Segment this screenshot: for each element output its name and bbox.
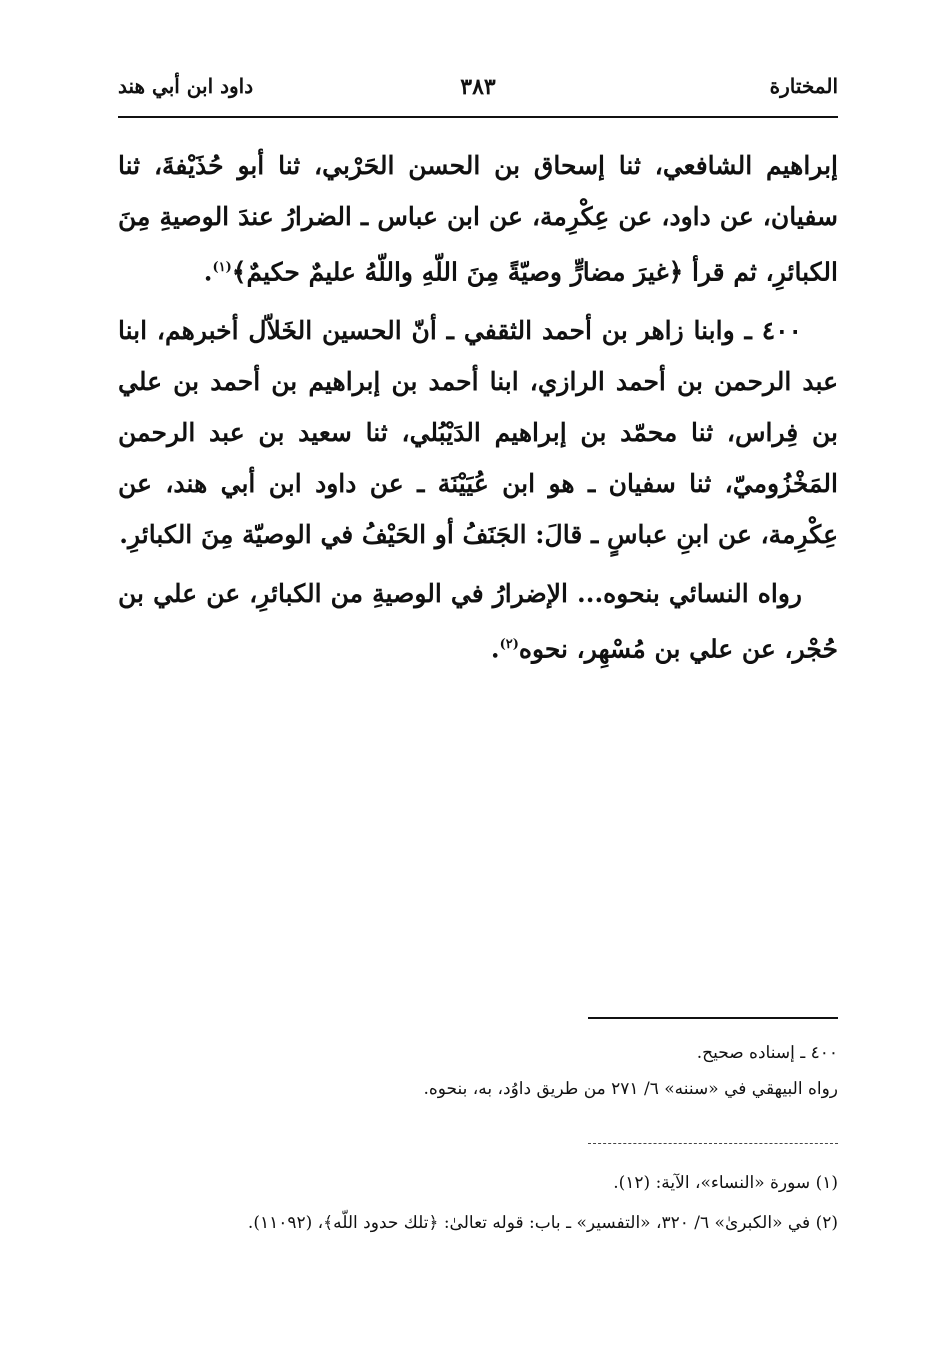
para2-line1: ٤٠٠ ـ وابنا زاهر بن أحمد الثقفي ـ أنّ الحسين الخَلاّل أخبرهم، ابنا	[118, 316, 802, 346]
footnote-1: (١) سورة «النساء»، الآية: (١٢).	[613, 1173, 838, 1193]
footnotes-rule	[588, 1143, 838, 1144]
para1-line1: إبراهيم الشافعي، ثنا إسحاق بن الحسن الحَرْبي، ثنا أبو حُذَيْفةَ، ثنا	[118, 151, 838, 180]
note-line-1: ٤٠٠ ـ إسناده صحيح.	[696, 1043, 838, 1063]
notes-rule	[588, 1017, 838, 1019]
para3-line1: رواه النسائي بنحوه... الإضرارُ في الوصيةِ من الكبائرِ، عن	[206, 579, 802, 609]
para2-line4: المَخْزُوميّ، ثنا سفيان ـ هو ابن عُيَيْنَة ـ عن داود ابن أبي هند، عن عِكْرِمة،	[118, 469, 838, 550]
header-rule	[118, 116, 838, 118]
paragraph-3: رواه النسائي بنحوه... الإضرارُ في الوصيةِ من الكبائرِ، عن علي بن حُجْر، عن علي بن مُسْهِر، نحوه$^{(٢)}$.	[118, 579, 838, 664]
paragraph-1: إبراهيم الشافعي، ثنا إسحاق بن الحسن الحَرْبي، ثنا أبو حُذَيْفةَ، ثنا سفيان، عن داود، عن عِكْرِمة، عن ابن عباس ـ الضرارُ عندَ الوصيةِ مِنَ الكبائرِ، ثم قرأ ﴿غيرَ مضارٍّ وصيّةً مِنَ اللّهِ واللّهُ عليمٌ حكيمٌ﴾$^{(١)}$.	[118, 151, 838, 287]
footnotes	[118, 1163, 838, 1243]
editor-notes	[118, 1035, 838, 1107]
para2-line2: عبد الرحمن بن أحمد الرازي، ابنا أحمد بن إبراهيم بن أحمد بن علي بن	[118, 367, 838, 448]
footnote-2: (٢) في «الكبرىٰ» ٦/ ٣٢٠، «التفسير» ـ باب: قوله تعالىٰ: ﴿تلك حدود اللّه﴾، (١١٠٩٢).	[247, 1213, 838, 1233]
book-title: المختارة	[769, 74, 838, 98]
page-number: ٣٨٣	[460, 74, 496, 100]
running-header	[118, 74, 838, 114]
para2-line3: فِراس، ثنا محمّد بن إبراهيم الدَيْبُلي، ثنا سعيد بن عبد الرحمن	[118, 418, 799, 448]
note-line-2: رواه البيهقي في «سننه» ٦/ ٢٧١ من طريق داوُد، به، بنحوه.	[423, 1079, 838, 1099]
paragraph-2	[118, 305, 838, 560]
footnote-ref-2: (٢)	[499, 637, 519, 653]
para1-line3: الكبائرِ، ثم قرأ ﴿غيرَ مضارٍّ وصيّةً مِنَ اللّهِ واللّهُ عليمٌ حكيمٌ﴾	[231, 257, 838, 287]
para1-line2: سفيان، عن داود، عن عِكْرِمة، عن ابن عباس ـ الضرارُ عندَ الوصيةِ مِنَ	[118, 202, 838, 231]
section-title: داود ابن أبي هند	[118, 74, 254, 98]
main-text	[118, 140, 838, 681]
para3-line2: علي بن حُجْر، عن علي بن مُسْهِر، نحوه	[118, 579, 838, 664]
para2-line5: عن ابنِ عباسٍ ـ قالَ: الجَنَفُ أو الحَيْفُ في الوصيّة مِنَ الكبائرِ.	[119, 520, 752, 550]
footnote-ref-1: (١)	[212, 260, 232, 275]
